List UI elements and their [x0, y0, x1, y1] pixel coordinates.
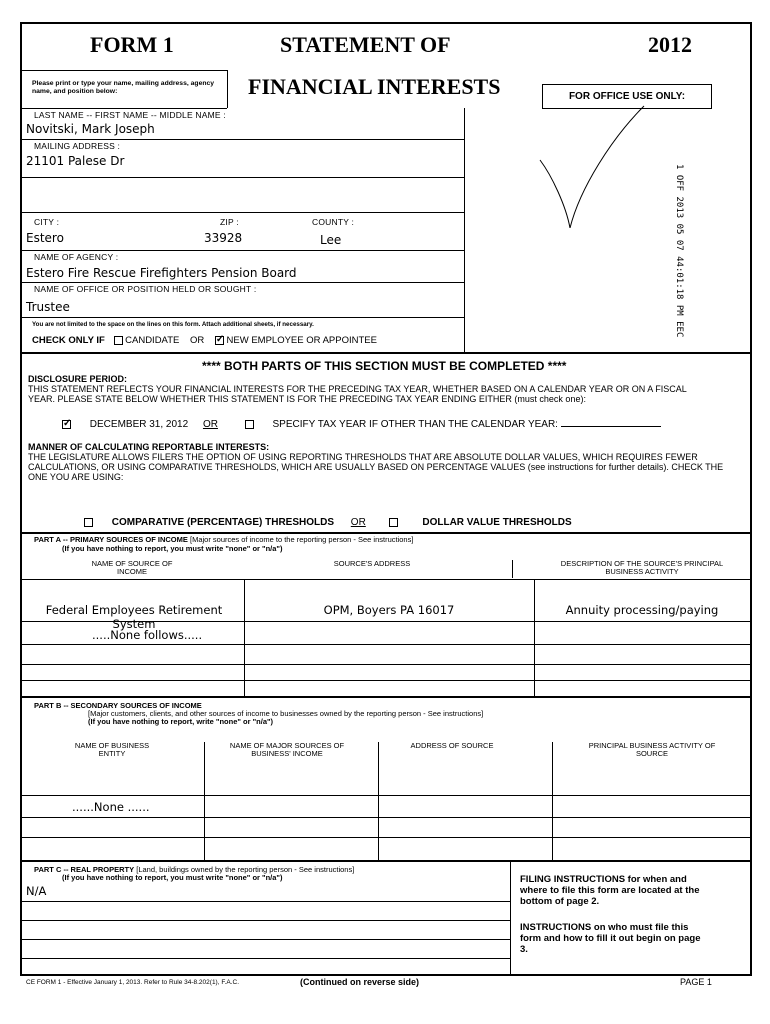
divider [22, 177, 464, 178]
city-label: CITY : [34, 217, 60, 227]
date-stamp: 1 OFF 2013 05 07 44:01:18 PM EEC [674, 164, 684, 338]
partc-title-note: [Land, buildings owned by the reporting person - See instructions] [136, 865, 355, 874]
divider [534, 579, 535, 696]
who-must-file: INSTRUCTIONS on who must file this form and how to fill it out begin on page 3. [520, 922, 701, 955]
new-employee-label: NEW EMPLOYEE OR APPOINTEE [226, 335, 377, 346]
new-employee-checkbox[interactable] [215, 336, 224, 345]
office-use-box: FOR OFFICE USE ONLY: [542, 84, 712, 109]
county-label: COUNTY : [312, 217, 355, 227]
specify-checkbox[interactable] [245, 420, 254, 429]
section-heading: **** BOTH PARTS OF THIS SECTION MUST BE COMPLETED **** [202, 359, 567, 373]
divider [22, 139, 464, 140]
county-value: Lee [320, 233, 342, 247]
parta-r1c3: Annuity processing/paying [565, 603, 719, 617]
partc-title: PART C -- REAL PROPERTY [34, 865, 135, 874]
divider [22, 795, 750, 796]
divider [22, 860, 750, 862]
space-note: You are not limited to the space on the lines on this form. Attach additional sheets, if necessary. [32, 321, 314, 328]
parta-title-row [34, 536, 413, 544]
parta-col3: DESCRIPTION OF THE SOURCE'S PRINCIPAL BUSINESS ACTIVITY [560, 559, 724, 576]
period-or: OR [202, 419, 218, 430]
footer-left: CE FORM 1 - Effective January 1, 2013. Refer to Rule 34-8.202(1), F.A.C. [26, 979, 240, 986]
zip-value: 33928 [204, 231, 243, 245]
form-frame [20, 22, 752, 976]
threshold-options [84, 517, 764, 528]
comparative-checkbox[interactable] [84, 518, 93, 527]
form-number: FORM 1 [90, 32, 174, 57]
title-top: STATEMENT OF [280, 32, 451, 57]
footer-mid: (Continued on reverse side) [300, 977, 420, 987]
divider [22, 317, 464, 318]
specify-line[interactable] [561, 426, 661, 427]
filing-instructions: FILING INSTRUCTIONS for when and where to file this form are located at the bottom of page 2. [520, 874, 700, 907]
name-value: Novitski, Mark Joseph [26, 122, 155, 136]
divider [22, 108, 227, 109]
partc-r1: N/A [26, 884, 47, 898]
dec-label: DECEMBER 31, 2012 [89, 419, 189, 430]
parta-title: PART A -- PRIMARY SOURCES OF INCOME [34, 535, 188, 544]
divider [22, 532, 750, 534]
partb-col3: ADDRESS OF SOURCE [410, 741, 494, 750]
checkmark-signature [532, 98, 672, 228]
form-year: 2012 [648, 32, 692, 57]
check-or: OR [189, 335, 205, 346]
dec-checkbox[interactable] [62, 420, 71, 429]
divider [22, 939, 510, 940]
divider [464, 108, 465, 352]
parta-r1c1: Federal Employees Retirement System [45, 603, 223, 631]
parta-col1: NAME OF SOURCE OF INCOME [91, 559, 173, 576]
agency-label: NAME OF AGENCY : [34, 252, 119, 262]
divider [378, 742, 379, 860]
period-title: DISCLOSURE PERIOD: [28, 374, 128, 384]
partb-col1: NAME OF BUSINESS ENTITY [74, 741, 150, 758]
mailing-label: MAILING ADDRESS : [34, 141, 121, 151]
divider [22, 837, 750, 838]
agency-value: Estero Fire Rescue Firefighters Pension Board [26, 266, 297, 280]
manner-title: MANNER OF CALCULATING REPORTABLE INTERESTS: [28, 442, 270, 452]
check-label: CHECK ONLY IF [32, 335, 105, 346]
mailing-value: 21101 Palese Dr [26, 154, 125, 168]
threshold-or: OR [350, 517, 366, 528]
parta-r1c2: OPM, Boyers PA 16017 [323, 603, 455, 617]
divider [22, 250, 464, 251]
candidate-label: CANDIDATE [125, 335, 180, 346]
parta-sub: (If you have nothing to report, you must write "none" or "n/a") [62, 544, 283, 553]
divider [22, 958, 510, 959]
divider [22, 680, 750, 681]
candidate-checkbox[interactable] [114, 336, 123, 345]
divider [22, 352, 750, 354]
office-label: NAME OF OFFICE OR POSITION HELD OR SOUGHT : [34, 284, 257, 294]
divider [552, 742, 553, 860]
divider [22, 579, 750, 580]
footer-page: PAGE 1 [680, 977, 712, 987]
period-options [62, 419, 762, 430]
divider [22, 621, 750, 622]
divider [22, 282, 464, 283]
office-value: Trustee [26, 300, 70, 314]
city-value: Estero [26, 231, 64, 245]
divider [22, 664, 750, 665]
divider [512, 560, 513, 578]
parta-r2c1: .....None follows..... [92, 628, 203, 642]
period-text: THIS STATEMENT REFLECTS YOUR FINANCIAL INTERESTS FOR THE PRECEDING TAX YEAR, WHETHER BASED ON A CALENDAR YEAR OR ON A FISCAL YEAR. PLEASE STATE BELOW WHETHER THIS STATEMENT IS FOR THE PRECEDING TAX YEAR ENDING EITHER (must check one): [28, 384, 687, 404]
divider [244, 579, 245, 696]
divider [22, 212, 464, 213]
divider [22, 901, 510, 902]
partc-sub: (If you have nothing to report, you must write "none" or "n/a") [62, 873, 283, 882]
divider [22, 644, 750, 645]
partb-title: PART B -- SECONDARY SOURCES OF INCOME [34, 701, 202, 710]
parta-col2: SOURCE'S ADDRESS [333, 559, 411, 568]
name-label: LAST NAME -- FIRST NAME -- MIDDLE NAME : [34, 110, 226, 120]
partb-note: [Major customers, clients, and other sources of income to businesses owned by the reporting person - See instructions] [88, 709, 484, 718]
divider [22, 696, 750, 698]
partb-col2: NAME OF MAJOR SOURCES OF BUSINESS' INCOME [229, 741, 345, 758]
divider [510, 860, 511, 976]
divider [22, 920, 510, 921]
manner-text: THE LEGISLATURE ALLOWS FILERS THE OPTION OF USING REPORTING THRESHOLDS THAT ARE ABSOLUTE DOLLAR VALUES, WHICH REQUIRES FEWER CALCULATIONS, OR USING COMPARATIVE THRESHOLDS, WHICH ARE USUALLY BASED ON PERCENTAGE VALUES (see instructions for further details). CHECK THE ONE YOU ARE USING: [28, 452, 724, 482]
divider [22, 817, 750, 818]
partb-r1c1: ......None ...... [72, 800, 150, 814]
partb-col4: PRINCIPAL BUSINESS ACTIVITY OF SOURCE [588, 741, 716, 758]
parta-title-note: [Major sources of income to the reporting person - See instructions] [190, 535, 414, 544]
dollar-label: DOLLAR VALUE THRESHOLDS [422, 517, 572, 528]
header-instructions: Please print or type your name, mailing address, agency name, and position below: [32, 80, 215, 95]
divider [227, 70, 228, 108]
title-bottom: FINANCIAL INTERESTS [248, 74, 501, 99]
dollar-checkbox[interactable] [389, 518, 398, 527]
zip-label: ZIP : [220, 217, 239, 227]
partb-sub: (If you have nothing to report, write "none" or "n/a") [88, 717, 274, 726]
specify-label: SPECIFY TAX YEAR IF OTHER THAN THE CALENDAR YEAR: [272, 419, 558, 430]
comparative-label: COMPARATIVE (PERCENTAGE) THRESHOLDS [111, 517, 335, 528]
check-row [32, 335, 377, 346]
divider [22, 70, 227, 71]
divider [204, 742, 205, 860]
